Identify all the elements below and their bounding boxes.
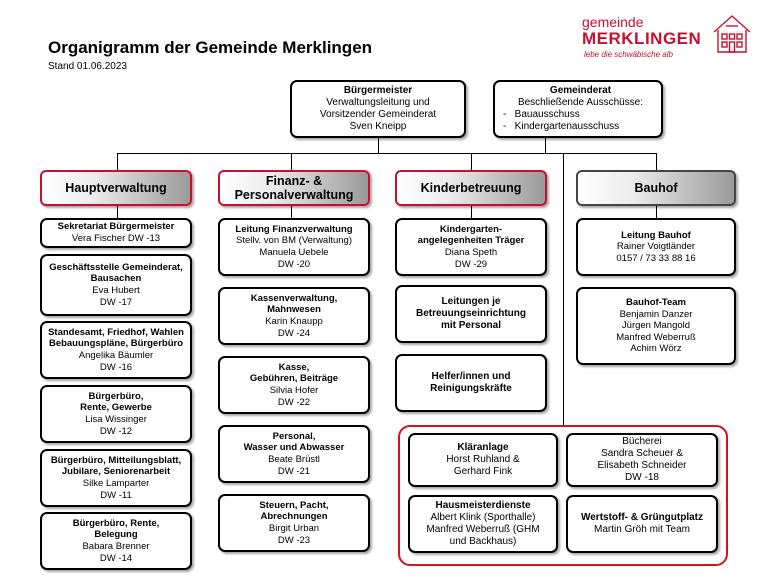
box-heading: Geschäftsstelle Gemeinderat, <box>49 261 183 273</box>
gemeinde-logo <box>582 12 757 62</box>
box-text: Sandra Scheuer & <box>601 447 683 459</box>
hv-box-6 <box>40 512 192 570</box>
box-heading: Kasse, <box>278 361 310 373</box>
box-heading: Sekretariat Bürgermeister <box>57 221 175 233</box>
box-heading: Bausachen <box>90 273 142 285</box>
page-title: Organigramm der Gemeinde Merklingen <box>48 38 373 57</box>
dept-label: Bauhof <box>634 180 678 195</box>
dept-label: Hauptverwaltung <box>65 180 167 195</box>
box-text: Lisa Wissinger <box>85 414 147 425</box>
box-heading: Abrechnungen <box>260 511 328 523</box>
kb-box-3 <box>395 354 547 412</box>
box-text: DW -24 <box>277 327 311 339</box>
box-text: Manfred Weberruß (GHM <box>426 524 540 535</box>
box-text: Manuela Uebele <box>259 247 329 258</box>
box-text: DW -16 <box>99 361 133 373</box>
mayor-title: Bürgermeister <box>343 84 413 96</box>
box-text: Beate Brüstl <box>268 454 320 465</box>
fv-box-4 <box>218 425 370 483</box>
box-heading: Wasser und Abwasser <box>243 442 345 454</box>
box-text: DW -17 <box>99 296 133 308</box>
box-heading: Wertstoff- & Grüngutplatz <box>580 511 704 523</box>
council-subtitle: Beschließende Ausschüsse: <box>517 96 644 108</box>
box-text: Vera Fischer DW -13 <box>71 233 161 244</box>
box-heading: Bürgerbüro, Rente, <box>72 517 160 529</box>
kb-box-1 <box>395 218 547 276</box>
box-text: DW -12 <box>99 425 133 437</box>
box-text: Achim Wörz <box>630 343 682 355</box>
fv-box-1 <box>218 218 370 276</box>
logo-tagline: lebe die schwäbische alb <box>584 50 673 59</box>
box-text: DW -23 <box>277 534 311 546</box>
mayor-line: Vorsitzender Gemeinderat <box>319 109 437 120</box>
page-date: Stand 01.06.2023 <box>48 61 127 72</box>
box-text: Karin Knaupp <box>265 316 323 327</box>
box-heading: Bürgerbüro, Mitteilungsblatt, <box>50 454 182 466</box>
dept-bauhof <box>576 170 736 206</box>
box-text: DW -21 <box>277 465 311 477</box>
box-heading: Gebühren, Beiträge <box>249 373 339 385</box>
box-text: Martin Gröh mit Team <box>594 524 690 535</box>
connector-mayor-down <box>378 138 379 154</box>
box-heading: Standesamt, Friedhof, Wahlen <box>48 326 184 338</box>
fv-box-5 <box>218 494 370 552</box>
box-text: DW -18 <box>625 472 659 484</box>
hv-box-5 <box>40 449 192 507</box>
box-text: Albert Klink (Sporthalle) <box>430 511 536 523</box>
bh-box-1 <box>576 218 736 276</box>
box-text: und Backhaus) <box>449 536 517 548</box>
connector-group-trunk <box>563 153 564 425</box>
fv-box-3 <box>218 356 370 414</box>
box-text: Gerhard Fink <box>453 466 513 478</box>
bh-box-2 <box>576 287 736 365</box>
box-text: DW -14 <box>99 552 133 564</box>
council-item: - Bauausschuss <box>503 109 580 120</box>
dept-label: Personalverwaltung <box>234 188 354 202</box>
box-heading: Mahnwesen <box>267 304 321 316</box>
box-heading: Kläranlage <box>457 441 509 453</box>
box-heading: angelegenheiten Träger <box>417 235 525 247</box>
box-text: DW -20 <box>277 258 311 270</box>
mayor-box <box>290 80 466 138</box>
connector-dept2 <box>291 153 292 170</box>
box-text: DW -22 <box>277 396 311 408</box>
box-text: Babara Brenner <box>82 541 150 552</box>
box-text: Rainer Voigtländer <box>616 241 696 253</box>
box-text: Eva Hubert <box>92 285 140 296</box>
box-heading: Kassenverwaltung, <box>250 292 338 304</box>
box-heading: mit Personal <box>440 320 502 332</box>
fv-box-2 <box>218 287 370 345</box>
box-text: 0157 / 73 33 88 16 <box>616 252 696 264</box>
box-heading: Steuern, Pacht, <box>259 499 329 511</box>
group-box-hausmeister <box>408 495 558 553</box>
hv-box-1 <box>40 218 192 248</box>
box-text: DW -29 <box>454 258 488 270</box>
box-heading: Reinigungskräfte <box>430 383 512 394</box>
box-text: Elisabeth Schneider <box>597 460 687 471</box>
box-heading: Leitung Finanzverwaltung <box>235 223 353 235</box>
box-text: Diana Speth <box>444 247 498 258</box>
council-box <box>493 80 663 138</box>
box-heading: Leitungen je <box>441 295 501 307</box>
group-box-buecherei <box>566 433 718 487</box>
dept-hauptverwaltung <box>40 170 192 206</box>
mayor-line: Verwaltungsleitung und <box>326 96 430 108</box>
box-heading: Bebauungspläne, Bürgerbüro <box>48 338 184 350</box>
connector-top-horizontal <box>117 153 657 154</box>
box-heading: Helfer/innen und <box>431 370 511 382</box>
box-heading: Jubilare, Seniorenarbeit <box>61 466 171 478</box>
dept-finanzverwaltung <box>218 170 370 206</box>
box-heading: Hausmeisterdienste <box>435 499 531 511</box>
box-heading: Rente, Gewerbe <box>80 402 152 414</box>
box-heading: Personal, <box>272 430 316 442</box>
box-heading: Bürgerbüro, <box>88 390 144 402</box>
box-text: Birgit Urban <box>268 523 320 534</box>
box-text: Silke Lamparter <box>82 478 150 489</box>
hv-box-2 <box>40 254 192 316</box>
connector-dept4 <box>656 153 657 170</box>
box-heading: Betreuungseinrichtung <box>415 307 526 319</box>
kb-box-2 <box>395 285 547 343</box>
dept-label: Kinderbetreuung <box>420 180 522 195</box>
hv-box-4 <box>40 385 192 443</box>
box-text: Manfred Weberruß <box>616 331 696 343</box>
council-title: Gemeinderat <box>549 84 612 96</box>
connector-dept3 <box>471 153 472 170</box>
box-text: Horst Ruhland & <box>446 453 520 465</box>
logo-line1: gemeinde <box>582 14 644 30</box>
connector-dept1 <box>117 153 118 170</box>
box-text: Bücherei <box>622 435 662 447</box>
box-heading: Belegung <box>94 529 138 541</box>
dept-label: Finanz- & <box>265 173 323 188</box>
council-item: - Kindergartenausschuss <box>503 121 620 133</box>
box-text: Benjamin Danzer <box>619 308 693 320</box>
hv-box-3 <box>40 321 192 379</box>
box-heading: Leitung Bauhof <box>621 229 691 241</box>
mayor-name: Sven Kneipp <box>349 121 407 133</box>
group-box-klaeranlage <box>408 433 558 487</box>
box-text: Angelika Bäumler <box>78 350 154 361</box>
box-heading: Bauhof-Team <box>626 297 686 309</box>
box-heading: Kindergarten- <box>439 223 503 235</box>
connector-council-to-group <box>545 138 546 154</box>
group-box-wertstoff <box>566 495 718 553</box>
box-text: Jürgen Mangold <box>621 320 691 332</box>
dept-kinderbetreuung <box>395 170 547 206</box>
box-text: Silvia Hofer <box>269 385 319 396</box>
box-text: DW -11 <box>100 489 132 501</box>
logo-line2: MERKLINGEN <box>582 29 702 48</box>
box-text: Stellv. von BM (Verwaltung) <box>236 235 352 247</box>
town-hall-icon <box>710 12 754 56</box>
